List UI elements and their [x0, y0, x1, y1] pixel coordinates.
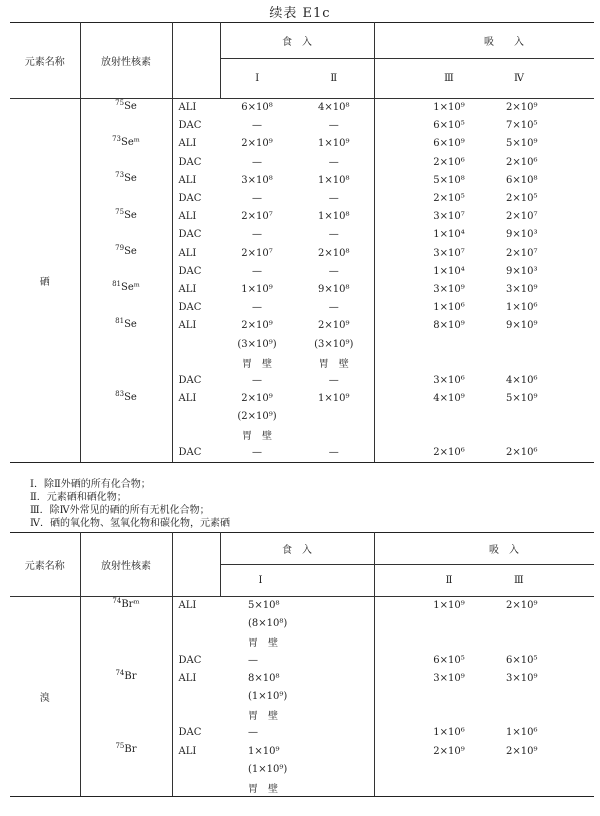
value-iv [484, 353, 594, 371]
type-cell: ALI [178, 283, 197, 295]
spacer [374, 742, 414, 760]
type-cell: ALI [178, 672, 197, 684]
table-row [10, 153, 594, 171]
value-i: — [220, 444, 294, 462]
nuclide-cell [80, 335, 172, 353]
value-ii: — [294, 444, 374, 462]
value-ii: 胃 壁 [294, 353, 374, 371]
value-iv: 2×10⁶ [484, 444, 594, 462]
value-i: — [220, 651, 374, 669]
type-cell: DAC [178, 302, 202, 314]
value-i: — [252, 193, 262, 205]
value-iv [484, 426, 594, 444]
header2-class-iii: Ⅲ [484, 565, 594, 597]
table-row [10, 335, 594, 353]
value-ii: 2×10⁹ [294, 317, 374, 335]
value-iii: 6×10⁹ [433, 138, 465, 150]
value-iv: 9×10³ [506, 229, 538, 241]
nuclide-symbol: Br [124, 744, 137, 755]
table-caption: 续表 E1c [269, 6, 331, 21]
spacer [374, 724, 414, 742]
value-i: — [252, 156, 262, 168]
type-cell: DAC [178, 156, 202, 168]
type-cell [172, 687, 220, 705]
nuclide-cell [80, 615, 172, 633]
value-ii [414, 687, 484, 705]
value-ii: — [294, 262, 374, 280]
type-cell [172, 408, 220, 426]
value-ii: — [294, 117, 374, 135]
nuclide-mass: 74 [115, 669, 125, 678]
nuclide-cell [80, 669, 172, 687]
nuclide-mass: 83 [115, 389, 125, 398]
value-i: 1×10⁹ [241, 283, 273, 295]
value-iv: 6×10⁸ [506, 174, 538, 186]
nuclide-symbol: Se [124, 173, 137, 185]
value-iv: 5×10⁹ [506, 138, 538, 150]
type-cell: DAC [178, 654, 202, 666]
table-row [10, 371, 594, 389]
value-iii [484, 633, 594, 651]
value-iii [484, 687, 594, 705]
footnote-line: Ⅲ．除Ⅳ外常见的硒的所有无机化合物； [30, 505, 210, 516]
spacer [374, 317, 414, 335]
nuclide-cell [80, 651, 172, 669]
table-row [10, 633, 594, 651]
nuclide-cell [80, 189, 172, 207]
value-iii: 2×10⁶ [433, 156, 465, 168]
value-i: — [252, 302, 262, 314]
spacer [374, 280, 414, 298]
value-ii: 3×10⁹ [433, 672, 465, 684]
table-row [10, 778, 594, 796]
element-cell: 溴 [10, 597, 80, 797]
value-iii: 8×10⁹ [433, 320, 465, 332]
value-ii: 1×10⁹ [294, 390, 374, 408]
value-i: 2×10⁹ [241, 393, 273, 405]
type-cell: ALI [178, 174, 197, 186]
selenium-table [10, 22, 594, 463]
header-class-iii: Ⅲ [414, 59, 484, 99]
value-i: — [252, 374, 262, 386]
value-ii: 4×10⁸ [294, 99, 374, 117]
nuclide-symbol: Se [124, 209, 137, 221]
header2-class-ii: Ⅱ [414, 565, 484, 597]
table-row [10, 426, 594, 444]
value-iv: 7×10⁵ [506, 120, 538, 132]
value-iii: 2×10⁹ [506, 600, 538, 612]
value-iii: 2×10⁹ [506, 745, 538, 757]
value-ii: 1×10⁹ [294, 135, 374, 153]
spacer [374, 371, 414, 389]
header-class-i: Ⅰ [220, 59, 294, 99]
value-ii: — [294, 153, 374, 171]
spacer [374, 669, 414, 687]
table-row [10, 651, 594, 669]
value-iii: 3×10⁶ [433, 374, 465, 386]
spacer [374, 262, 414, 280]
type-cell: ALI [178, 247, 197, 259]
nuclide-cell [80, 353, 172, 371]
type-cell: DAC [172, 444, 220, 462]
nuclide-mass: 73 [115, 171, 125, 180]
spacer [374, 153, 414, 171]
value-iii: 2×10⁵ [433, 193, 465, 205]
nuclide-cell [80, 444, 172, 462]
table-row [10, 189, 594, 207]
table-row [10, 226, 594, 244]
value-i: 6×10⁸ [241, 102, 273, 114]
value-iv [484, 335, 594, 353]
table-row [10, 299, 594, 317]
footnote-line: Ⅱ．元素硒和硒化物； [30, 492, 127, 503]
type-cell: ALI [178, 600, 197, 612]
value-iv: 5×10⁹ [506, 393, 538, 405]
nuclide-cell [80, 426, 172, 444]
value-ii: 1×10⁸ [294, 171, 374, 189]
value-ii [414, 706, 484, 724]
value-iii [414, 426, 484, 444]
type-cell [172, 633, 220, 651]
value-i: 8×10⁸ [220, 669, 374, 687]
value-i: 2×10⁹ [241, 138, 273, 150]
value-iii: 5×10⁸ [433, 174, 465, 186]
value-i: 1×10⁹ [220, 742, 374, 760]
value-i: (3×10⁹) [237, 338, 277, 350]
spacer [374, 426, 414, 444]
value-iii: 4×10⁹ [433, 393, 465, 405]
type-cell [172, 353, 220, 371]
value-i: 胃 壁 [220, 633, 374, 651]
nuclide-cell [80, 687, 172, 705]
value-iv: 1×10⁶ [506, 302, 538, 314]
value-i: 5×10⁸ [220, 597, 374, 615]
value-iii: 2×10⁶ [414, 444, 484, 462]
spacer [374, 244, 414, 262]
value-iv: 4×10⁶ [506, 374, 538, 386]
value-i: (2×10⁹) [237, 411, 277, 423]
spacer [374, 117, 414, 135]
value-iv: 2×10⁷ [506, 247, 538, 259]
value-ii [414, 778, 484, 796]
spacer [374, 335, 414, 353]
value-iii: 3×10⁷ [433, 211, 465, 223]
type-cell [172, 706, 220, 724]
value-iii [484, 706, 594, 724]
spacer [374, 208, 414, 226]
type-cell: ALI [178, 138, 197, 150]
value-iii: 3×10⁷ [433, 247, 465, 259]
value-ii [414, 633, 484, 651]
value-iii [414, 335, 484, 353]
nuclide-mass: 73 [112, 134, 121, 143]
header2-nuclide: 放射性核素 [80, 533, 172, 597]
nuclide-symbol: Br [124, 671, 137, 683]
table-row [10, 317, 594, 335]
spacer [374, 135, 414, 153]
value-ii: 6×10⁵ [433, 654, 465, 666]
header-inhalation: 吸 入 [414, 23, 594, 59]
nuclide-mass: 74 [112, 597, 122, 605]
spacer [374, 651, 414, 669]
header2-inhalation: 吸 入 [414, 533, 594, 565]
header-nuclide: 放射性核素 [80, 23, 172, 99]
spacer [374, 299, 414, 317]
nuclide-cell [80, 135, 172, 153]
table-row [10, 99, 594, 117]
nuclide-mass: 75 [115, 742, 125, 750]
nuclide-mass: 81 [112, 280, 121, 289]
nuclide-cell [80, 390, 172, 408]
table-row [10, 171, 594, 189]
element-cell: 硒 [10, 99, 80, 463]
table-row [10, 669, 594, 687]
header-element: 元素名称 [10, 23, 80, 99]
nuclide-mass: 81 [115, 316, 125, 325]
value-iii: 1×10⁴ [433, 265, 465, 277]
value-iii: 6×10⁵ [506, 654, 538, 666]
type-cell: DAC [178, 120, 202, 132]
table-row [10, 117, 594, 135]
table-row [10, 760, 594, 778]
type-cell: DAC [178, 193, 202, 205]
table-row [10, 687, 594, 705]
value-ii: — [294, 226, 374, 244]
table-row [10, 724, 594, 742]
value-ii: 1×10⁸ [294, 208, 374, 226]
value-i: 2×10⁷ [241, 247, 273, 259]
nuclide-symbol: Se [124, 246, 137, 257]
nuclide-cell [80, 117, 172, 135]
type-cell: DAC [178, 727, 202, 739]
nuclide-cell [80, 299, 172, 317]
value-i: — [252, 229, 262, 241]
spacer [374, 778, 414, 796]
value-ii: 1×10⁶ [433, 727, 465, 739]
value-iv: 9×10³ [506, 265, 538, 277]
nuclide-cell [80, 408, 172, 426]
footnote-line: Ⅳ．硒的氧化物、氢氧化物和碳化物，元素硒 [30, 518, 230, 529]
spacer [374, 226, 414, 244]
table-row [10, 135, 594, 153]
value-i: 胃 壁 [220, 778, 374, 796]
value-iii: 3×10⁹ [506, 672, 538, 684]
nuclide-symbol: Se [124, 318, 137, 330]
value-iii: 3×10⁹ [433, 283, 465, 295]
value-iii [484, 760, 594, 778]
value-iii: 1×10⁶ [433, 302, 465, 314]
value-i: 胃 壁 [242, 358, 272, 370]
spacer [374, 597, 414, 615]
header2-element: 元素名称 [10, 533, 80, 597]
value-ii: 2×10⁸ [294, 244, 374, 262]
table-row [10, 208, 594, 226]
nuclide-cell [80, 208, 172, 226]
nuclide-cell [80, 262, 172, 280]
value-ii [294, 426, 374, 444]
value-ii: — [294, 371, 374, 389]
header-class-iv: Ⅳ [484, 59, 594, 99]
spacer [374, 633, 414, 651]
table-row [10, 262, 594, 280]
nuclide-mass: 75 [115, 99, 125, 107]
spacer [374, 390, 414, 408]
spacer [374, 99, 414, 117]
value-ii: (3×10⁹) [294, 335, 374, 353]
nuclide-symbol: Se [124, 391, 137, 403]
nuclide-symbol: Se [124, 101, 137, 112]
nuclide-cell [80, 742, 172, 760]
type-cell: ALI [178, 211, 197, 223]
nuclide-cell [80, 226, 172, 244]
value-i: — [220, 724, 374, 742]
value-iii [484, 615, 594, 633]
value-iv: 2×10⁷ [506, 211, 538, 223]
nuclide-cell [80, 153, 172, 171]
nuclide-cell [80, 633, 172, 651]
type-cell [172, 778, 220, 796]
table-row [10, 615, 594, 633]
table-row [10, 353, 594, 371]
type-cell [172, 335, 220, 353]
value-iii: 6×10⁵ [433, 120, 465, 132]
table-row [10, 390, 594, 408]
value-iv: 2×10⁶ [506, 156, 538, 168]
type-cell: ALI [178, 102, 197, 114]
spacer [374, 706, 414, 724]
table-row [10, 408, 594, 426]
nuclide-symbol: Brᵐ [121, 599, 140, 610]
nuclide-cell [80, 760, 172, 778]
table-row [10, 706, 594, 724]
nuclide-cell [80, 171, 172, 189]
value-iii: 1×10⁴ [433, 229, 465, 241]
value-i: 2×10⁹ [241, 320, 273, 332]
value-i: (8×10⁸) [220, 615, 374, 633]
header-class-ii: Ⅱ [294, 59, 374, 99]
header2-ingestion: 食 入 [220, 533, 374, 565]
value-i: 2×10⁷ [241, 211, 273, 223]
type-cell: DAC [178, 265, 202, 277]
value-i: 3×10⁸ [241, 174, 273, 186]
table-row [10, 444, 594, 462]
table-row [10, 742, 594, 760]
table-row [10, 244, 594, 262]
spacer [374, 171, 414, 189]
value-iv: 2×10⁹ [506, 102, 538, 114]
header2-class-i: Ⅰ [220, 565, 374, 597]
nuclide-symbol: Seᵐ [121, 282, 140, 294]
value-iii [414, 353, 484, 371]
value-iii [414, 408, 484, 426]
type-cell: ALI [178, 393, 197, 405]
value-iii [484, 778, 594, 796]
value-iv: 2×10⁵ [506, 193, 538, 205]
nuclide-cell [80, 724, 172, 742]
type-cell: DAC [178, 374, 202, 386]
type-cell [172, 615, 220, 633]
spacer [374, 189, 414, 207]
nuclide-cell [80, 706, 172, 724]
spacer [374, 615, 414, 633]
value-ii: 1×10⁹ [433, 600, 465, 612]
value-ii: 9×10⁸ [294, 280, 374, 298]
spacer [374, 444, 414, 462]
value-ii: — [294, 189, 374, 207]
value-iv [484, 408, 594, 426]
value-ii [414, 615, 484, 633]
value-iii: 1×10⁹ [433, 102, 465, 114]
value-i: 胃 壁 [242, 431, 272, 443]
value-ii: — [294, 299, 374, 317]
nuclide-cell [80, 597, 172, 615]
nuclide-cell [80, 244, 172, 262]
table-row [10, 280, 594, 298]
value-ii: 2×10⁹ [433, 745, 465, 757]
spacer [374, 687, 414, 705]
spacer [374, 760, 414, 778]
footnotes [30, 478, 230, 530]
value-i: 胃 壁 [220, 706, 374, 724]
value-i: (1×10⁹) [220, 760, 374, 778]
nuclide-cell [80, 317, 172, 335]
header-type-blank [172, 23, 220, 99]
nuclide-cell [80, 99, 172, 117]
bromine-table [10, 532, 594, 797]
type-cell [172, 426, 220, 444]
nuclide-mass: 79 [115, 244, 125, 252]
type-cell: ALI [178, 745, 197, 757]
nuclide-symbol: Seᵐ [121, 136, 140, 148]
value-ii [414, 760, 484, 778]
type-cell: DAC [178, 229, 202, 241]
nuclide-cell [80, 280, 172, 298]
nuclide-cell [80, 371, 172, 389]
value-iii: 1×10⁶ [506, 727, 538, 739]
nuclide-mass: 75 [115, 207, 125, 216]
value-i: (1×10⁹) [220, 687, 374, 705]
value-ii [294, 408, 374, 426]
header-ingestion: 食 入 [220, 23, 374, 59]
footnote-line: Ⅰ．除Ⅱ外硒的所有化合物； [30, 479, 151, 490]
value-i: — [252, 265, 262, 277]
value-iv: 3×10⁹ [506, 283, 538, 295]
type-cell [172, 760, 220, 778]
value-iv: 9×10⁹ [506, 320, 538, 332]
spacer [374, 353, 414, 371]
table-row [10, 597, 594, 615]
nuclide-cell [80, 778, 172, 796]
spacer [374, 408, 414, 426]
type-cell: ALI [178, 320, 197, 332]
value-i: — [252, 120, 262, 132]
